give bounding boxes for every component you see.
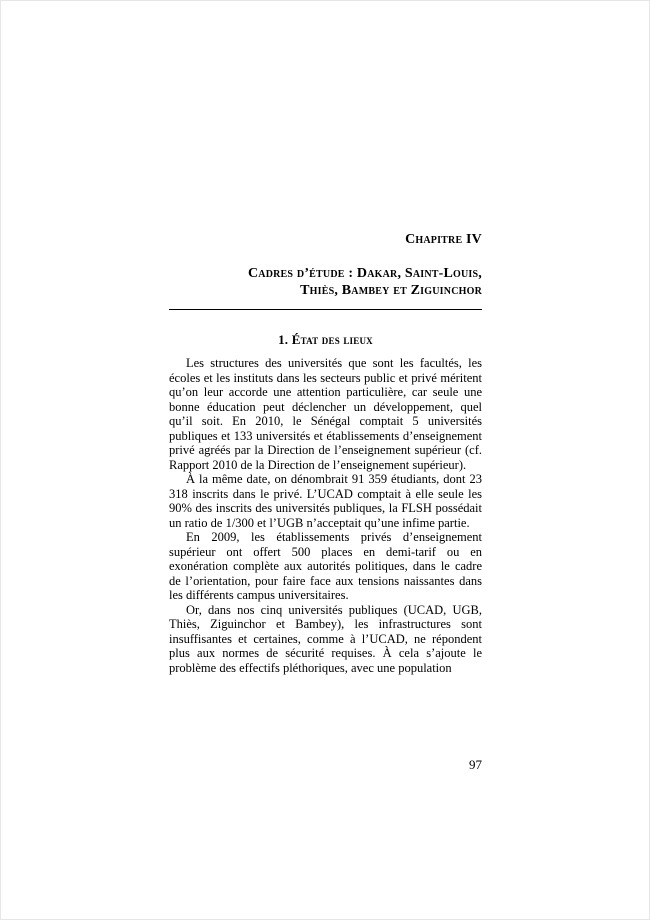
chapter-title-line-2: Thiès, Bambey et Ziguinchor: [300, 282, 482, 298]
paragraph: À la même date, on dénombrait 91 359 étudiants, dont 23 318 inscrits dans le privé. L’UCAD comptait à elle seule les 90% des inscrits des universités publiques, la FLSH possédait un ratio de 1/300 et l’UGB n’acceptait qu’une infime partie.: [169, 472, 482, 530]
chapter-label: Chapitre IV: [405, 232, 482, 247]
chapter-title: [169, 266, 482, 299]
body-text: [169, 356, 482, 675]
title-divider: [169, 309, 482, 310]
page-content: [169, 232, 482, 675]
chapter-title-line-1: Cadres d’étude : Dakar, Saint-Louis,: [247, 266, 482, 281]
section-heading: 1. État des lieux: [278, 332, 373, 347]
page-number: 97: [469, 757, 482, 772]
paragraph: Les structures des universités que sont les facultés, les écoles et les instituts dans les secteurs public et privé méritent qu’on leur accorde une attention particulière, car seule une bonne éducation peut déclencher un développement, quel qu’il soit. En 2010, le Sénégal comptait 5 universités publiques et 133 universités et établissements d’enseignement privé agréés par la Direction de l’enseignement supérieur (cf. Rapport 2010 de la Direction de l’enseignement supérieur).: [169, 356, 482, 472]
paragraph: En 2009, les établissements privés d’enseignement supérieur ont offert 500 places en demi-tarif ou en exonération complète aux autorités politiques, dans le cadre de l’orientation, pour faire face aux tensions naissantes dans les différents campus universitaires.: [169, 530, 482, 602]
paragraph: Or, dans nos cinq universités publiques (UCAD, UGB, Thiès, Ziguinchor et Bambey), les infrastructures sont insuffisantes et certaines, comme à l’UCAD, ne répondent plus aux normes de sécurité requises. À cela s’ajoute le problème des effectifs pléthoriques, avec une population: [169, 602, 482, 675]
